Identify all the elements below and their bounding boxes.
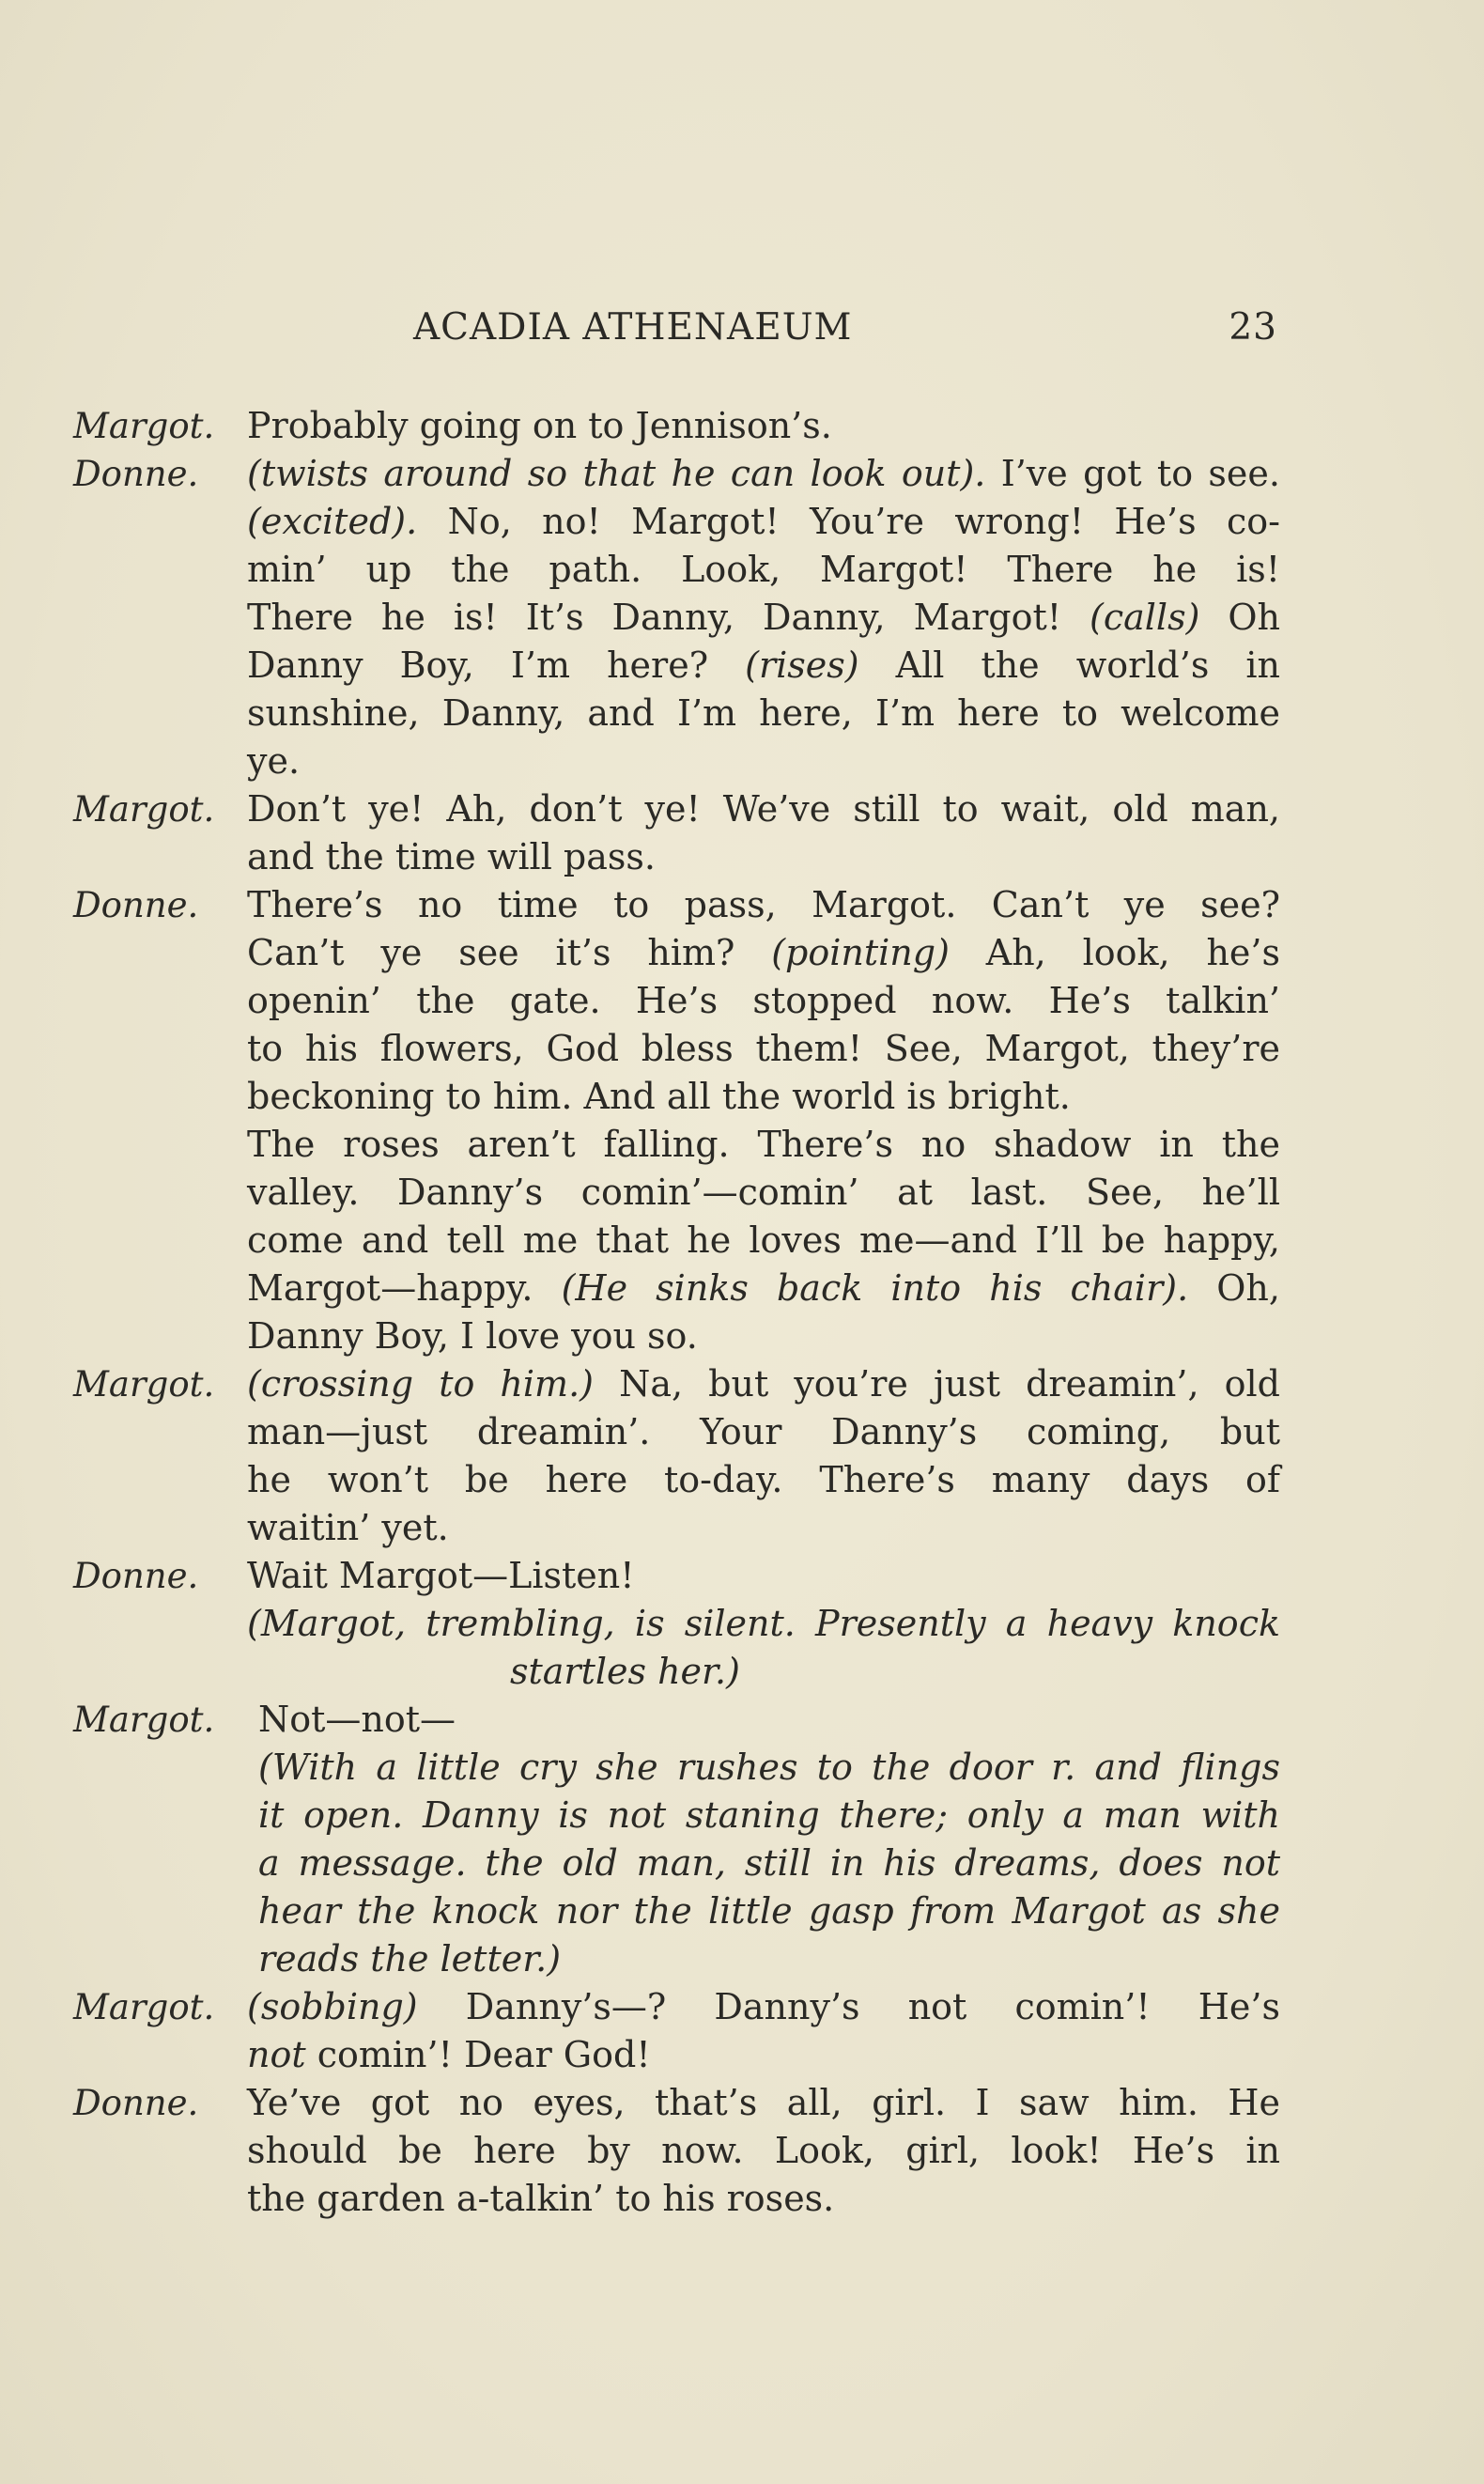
text-line — [247, 737, 1280, 785]
page-number: 23 — [1229, 306, 1277, 349]
text-line — [247, 1169, 1280, 1217]
text-line — [247, 1312, 1280, 1360]
text-line — [247, 1935, 1280, 1983]
spoken-text: Oh — [1199, 597, 1280, 638]
spoken-text: openin’ the gate. He’s stopped now. He’s talkin’ — [247, 980, 1280, 1021]
text-line — [247, 1648, 1280, 1696]
text-line — [247, 1744, 1280, 1792]
spoken-text: Margot—happy. — [247, 1267, 562, 1309]
spoken-text: Oh, — [1188, 1267, 1280, 1309]
spoken-text: min’ up the path. Look, Margot! There he is! — [247, 549, 1280, 590]
stage-direction: startles her.) — [510, 1651, 740, 1692]
text-line — [247, 1121, 1280, 1169]
speaker-name: Margot. — [73, 789, 215, 830]
spoken-text: Danny Boy, I’m here? — [247, 644, 746, 686]
dialogue-text — [247, 402, 1280, 450]
spoken-text: Not—not— — [258, 1699, 456, 1740]
stage-direction: (Margot, trembling, is silent. Presently a heavy knock — [247, 1603, 1280, 1644]
dialogue-entry — [73, 785, 1280, 881]
spoken-text: comin’! Dear God! — [305, 2034, 651, 2075]
spoken-text: he won’t be here to-day. There’s many days of — [247, 1459, 1280, 1500]
stage-direction: (With a little cry she rushes to the door r. and flings — [258, 1747, 1280, 1788]
stage-direction: a message. the old man, still in his dreams, does not — [258, 1842, 1280, 1884]
stage-direction: (rises) — [745, 644, 859, 686]
spoken-text: ye. — [247, 740, 301, 782]
text-line — [247, 1600, 1280, 1648]
dialogue-entry — [73, 881, 1280, 1360]
dialogue-entry — [73, 2079, 1280, 2223]
spoken-text: Can’t ye see it’s him? — [247, 932, 772, 973]
spoken-text: valley. Danny’s comin’—comin’ at last. See, he’ll — [247, 1172, 1280, 1213]
journal-title: ACADIA ATHENAEUM — [413, 306, 853, 349]
speaker-name: Margot. — [73, 1987, 215, 2027]
dialogue-entry — [73, 1360, 1280, 1552]
dialogue-text — [247, 1552, 1280, 1696]
stage-direction: reads the letter.) — [258, 1938, 562, 1979]
text-line — [247, 1456, 1280, 1504]
stage-direction: not — [247, 2034, 306, 2075]
text-line — [247, 2079, 1280, 2127]
spoken-text: Ah, look, he’s — [949, 932, 1280, 973]
dialogue-text — [247, 1983, 1280, 2079]
text-line — [247, 1025, 1280, 1073]
dialogue-text — [247, 881, 1280, 1360]
spoken-text: Ye’ve got no eyes, that’s all, girl. I saw him. He — [247, 2082, 1280, 2123]
speaker-name: Donne. — [73, 885, 199, 925]
stage-direction: (twists around so that he can look out). — [247, 453, 986, 494]
text-line — [247, 546, 1280, 594]
text-line — [247, 833, 1280, 881]
dialogue-entry — [73, 1552, 1280, 1696]
dialogue-text — [247, 785, 1280, 881]
speaker-name: Margot. — [73, 1700, 215, 1740]
spoken-text: I’ve got to see. — [985, 453, 1280, 494]
spoken-text: sunshine, Danny, and I’m here, I’m here to welcome — [247, 692, 1280, 734]
stage-direction: (excited). — [247, 501, 418, 542]
text-line — [247, 1887, 1280, 1935]
speaker-name: Donne. — [73, 454, 199, 494]
spoken-text: Don’t ye! Ah, don’t ye! We’ve still to wait, old man, — [247, 788, 1280, 830]
dialogue-text — [247, 1696, 1280, 1983]
spoken-text: There’s no time to pass, Margot. Can’t ye see? — [247, 884, 1280, 925]
text-line — [247, 1360, 1280, 1408]
text-line — [247, 1217, 1280, 1265]
text-line — [247, 402, 1280, 450]
spoken-text: and the time will pass. — [247, 836, 656, 877]
dialogue-entry — [73, 1696, 1280, 1983]
text-line — [247, 2127, 1280, 2175]
text-line — [247, 785, 1280, 833]
text-line — [247, 977, 1280, 1025]
dialogue-entry — [73, 1983, 1280, 2079]
stage-direction: (He sinks back into his chair). — [561, 1267, 1189, 1309]
text-line — [247, 1504, 1280, 1552]
spoken-text: Probably going on to Jennison’s. — [247, 405, 832, 446]
dialogue-text — [247, 450, 1280, 785]
text-line — [247, 498, 1280, 546]
play-script — [73, 402, 1280, 2223]
spoken-text: should be here by now. Look, girl, look! He’s in — [247, 2130, 1280, 2171]
spoken-text: The roses aren’t falling. There’s no shadow in the — [247, 1124, 1280, 1165]
stage-direction: (pointing) — [771, 932, 950, 973]
stage-direction: (sobbing) — [247, 1986, 418, 2027]
text-line — [247, 2175, 1280, 2223]
text-line — [247, 881, 1280, 929]
speaker-name: Margot. — [73, 1364, 215, 1405]
dialogue-text — [247, 1360, 1280, 1552]
text-line — [247, 1073, 1280, 1121]
text-line — [247, 1840, 1280, 1887]
text-line — [247, 450, 1280, 498]
spoken-text: beckoning to him. And all the world is bright. — [247, 1076, 1071, 1117]
spoken-text: Danny Boy, I love you so. — [247, 1315, 698, 1357]
text-line — [247, 1552, 1280, 1600]
stage-direction: it open. Danny is not staning there; only a man with — [258, 1794, 1280, 1836]
spoken-text: Na, but you’re just dreamin’, old — [594, 1363, 1280, 1405]
spoken-text: There he is! It’s Danny, Danny, Margot! — [247, 597, 1090, 638]
text-line — [247, 1696, 1280, 1744]
speaker-name: Donne. — [73, 1556, 199, 1596]
text-line — [247, 690, 1280, 737]
spoken-text: Wait Margot—Listen! — [247, 1555, 635, 1596]
speaker-name: Donne. — [73, 2083, 199, 2123]
dialogue-entry — [73, 402, 1280, 450]
spoken-text: to his flowers, God bless them! See, Margot, they’re — [247, 1028, 1280, 1069]
spoken-text: man—just dreamin’. Your Danny’s coming, but — [247, 1411, 1280, 1452]
text-line — [247, 594, 1280, 642]
running-header — [413, 306, 1277, 359]
spoken-text: waitin’ yet. — [247, 1507, 449, 1548]
dialogue-text — [247, 2079, 1280, 2223]
spoken-text: come and tell me that he loves me—and I’ll be happy, — [247, 1219, 1280, 1261]
stage-direction: (crossing to him.) — [247, 1363, 594, 1405]
text-line — [247, 1265, 1280, 1312]
stage-direction: (calls) — [1090, 597, 1200, 638]
dialogue-entry — [73, 450, 1280, 785]
stage-direction: hear the knock nor the little gasp from Margot as she — [258, 1890, 1280, 1932]
spoken-text: All the world’s in — [858, 644, 1280, 686]
text-line — [247, 2031, 1280, 2079]
text-line — [247, 1408, 1280, 1456]
text-line — [247, 1792, 1280, 1840]
spoken-text: Danny’s—? Danny’s not comin’! He’s — [417, 1986, 1280, 2027]
text-line — [247, 1983, 1280, 2031]
spoken-text: No, no! Margot! You’re wrong! He’s co- — [417, 501, 1280, 542]
speaker-name: Margot. — [73, 406, 215, 446]
text-line — [247, 642, 1280, 690]
spoken-text: the garden a-talkin’ to his roses. — [247, 2178, 835, 2219]
text-line — [247, 929, 1280, 977]
